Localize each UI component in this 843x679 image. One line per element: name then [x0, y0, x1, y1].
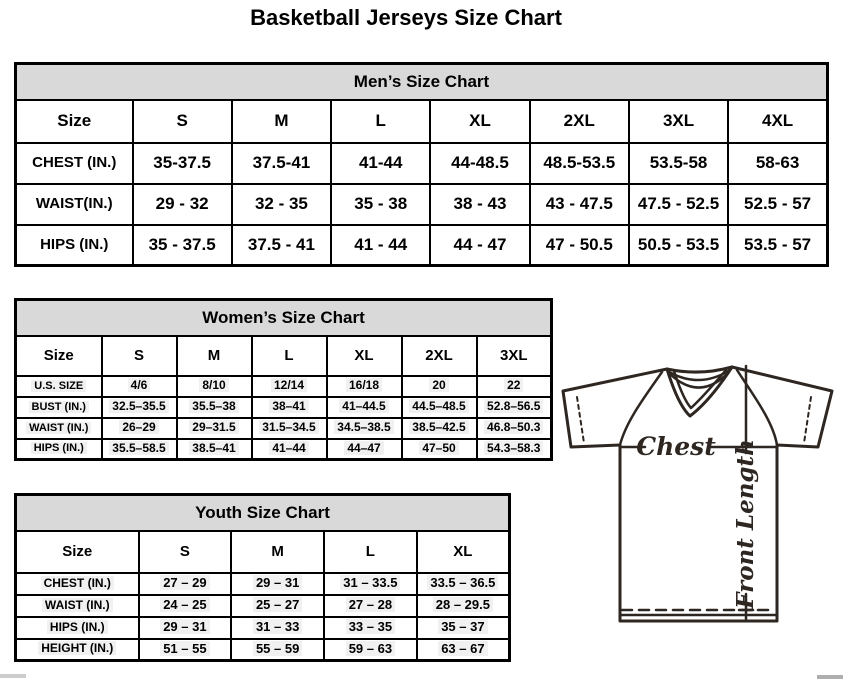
men-row-label: CHEST (IN.) [16, 143, 133, 184]
women-size-value: 26–29 [102, 418, 177, 439]
youth-size-value: 29 – 31 [231, 573, 324, 595]
women-size-value: 44–47 [327, 439, 402, 460]
chest-label: Chest [636, 432, 716, 461]
right-armhole-seam [737, 370, 777, 445]
collar-top-edge [667, 367, 732, 372]
men-size-value: 52.5 - 57 [728, 184, 827, 225]
youth-size-value: 27 – 29 [139, 573, 232, 595]
womens-size-chart-table [14, 298, 553, 461]
men-size-value: 41 - 44 [331, 225, 430, 266]
left-cuff-dashed-line [577, 397, 584, 443]
scrollbar-fragment-left[interactable] [0, 674, 26, 678]
men-column-header: M [232, 100, 331, 143]
men-size-value: 29 - 32 [133, 184, 232, 225]
women-size-value: 41–44.5 [327, 397, 402, 418]
youth-size-value: 25 – 27 [231, 595, 324, 617]
men-row-label: WAIST(IN.) [16, 184, 133, 225]
men-column-header: Size [16, 100, 133, 143]
women-column-header: 3XL [477, 336, 552, 376]
women-size-value: 38.5–42.5 [402, 418, 477, 439]
men-size-value: 32 - 35 [232, 184, 331, 225]
men-table-row [16, 184, 828, 225]
men-size-value: 48.5-53.5 [530, 143, 629, 184]
women-size-value: 46.8–50.3 [477, 418, 552, 439]
women-size-value: 35.5–38 [177, 397, 252, 418]
women-size-value: 32.5–35.5 [102, 397, 177, 418]
women-size-value: 44.5–48.5 [402, 397, 477, 418]
men-size-value: 35-37.5 [133, 143, 232, 184]
youth-size-value: 33 – 35 [324, 617, 417, 639]
women-size-value: 20 [402, 376, 477, 397]
women-size-value: 16/18 [327, 376, 402, 397]
men-size-value: 43 - 47.5 [530, 184, 629, 225]
front-length-label: Front Length [732, 439, 759, 609]
men-row-label: HIPS (IN.) [16, 225, 133, 266]
men-size-value: 50.5 - 53.5 [629, 225, 728, 266]
men-column-header: L [331, 100, 430, 143]
right-cuff-dashed-line [804, 397, 811, 443]
women-table-row [16, 439, 552, 460]
youth-column-header: M [231, 531, 324, 573]
youth-table-row [16, 573, 510, 595]
men-column-header: S [133, 100, 232, 143]
men-column-header: 2XL [530, 100, 629, 143]
youth-size-value: 24 – 25 [139, 595, 232, 617]
men-column-header: 4XL [728, 100, 827, 143]
youth-column-header: Size [16, 531, 139, 573]
men-column-header: XL [430, 100, 529, 143]
men-size-value: 53.5 - 57 [728, 225, 827, 266]
women-size-value: 34.5–38.5 [327, 418, 402, 439]
youth-size-value: 55 – 59 [231, 639, 324, 661]
women-size-value: 38.5–41 [177, 439, 252, 460]
women-size-value: 8/10 [177, 376, 252, 397]
youth-column-header: L [324, 531, 417, 573]
men-size-value: 47.5 - 52.5 [629, 184, 728, 225]
youth-size-value: 35 – 37 [417, 617, 510, 639]
men-size-value: 41-44 [331, 143, 430, 184]
women-size-value: 35.5–58.5 [102, 439, 177, 460]
men-size-value: 35 - 38 [331, 184, 430, 225]
youth-column-header: XL [417, 531, 510, 573]
women-size-value: 52.8–56.5 [477, 397, 552, 418]
women-size-value: 29–31.5 [177, 418, 252, 439]
youth-row-label: CHEST (IN.) [16, 573, 139, 595]
women-table-row [16, 397, 552, 418]
youth-size-value: 29 – 31 [139, 617, 232, 639]
women-column-header: L [252, 336, 327, 376]
youth-size-value: 27 – 28 [324, 595, 417, 617]
youth-size-value: 63 – 67 [417, 639, 510, 661]
men-size-value: 37.5 - 41 [232, 225, 331, 266]
men-table-row [16, 225, 828, 266]
women-size-value: 47–50 [402, 439, 477, 460]
women-size-value: 4/6 [102, 376, 177, 397]
men-column-header: 3XL [629, 100, 728, 143]
scrollbar-fragment-right[interactable] [817, 675, 843, 679]
women-column-header: Size [16, 336, 102, 376]
women-row-label: U.S. SIZE [16, 376, 102, 397]
men-size-value: 38 - 43 [430, 184, 529, 225]
women-column-header: 2XL [402, 336, 477, 376]
women-table-row [16, 376, 552, 397]
men-size-value: 44-48.5 [430, 143, 529, 184]
youth-row-label: HIPS (IN.) [16, 617, 139, 639]
women-chart-title: Women’s Size Chart [16, 300, 552, 336]
women-row-label: WAIST (IN.) [16, 418, 102, 439]
women-size-value: 41–44 [252, 439, 327, 460]
men-size-value: 35 - 37.5 [133, 225, 232, 266]
women-size-value: 12/14 [252, 376, 327, 397]
men-table-row [16, 143, 828, 184]
youth-size-value: 31 – 33 [231, 617, 324, 639]
women-size-value: 22 [477, 376, 552, 397]
youth-table-row [16, 595, 510, 617]
women-column-header: S [102, 336, 177, 376]
youth-size-value: 28 – 29.5 [417, 595, 510, 617]
men-size-value: 47 - 50.5 [530, 225, 629, 266]
women-size-value: 38–41 [252, 397, 327, 418]
men-size-value: 44 - 47 [430, 225, 529, 266]
women-column-header: XL [327, 336, 402, 376]
women-row-label: HIPS (IN.) [16, 439, 102, 460]
youth-row-label: WAIST (IN.) [16, 595, 139, 617]
women-size-value: 31.5–34.5 [252, 418, 327, 439]
mens-size-chart-table [14, 62, 829, 267]
women-row-label: BUST (IN.) [16, 397, 102, 418]
women-column-header: M [177, 336, 252, 376]
youth-size-value: 59 – 63 [324, 639, 417, 661]
jersey-measurement-diagram [550, 353, 843, 631]
youth-size-value: 51 – 55 [139, 639, 232, 661]
youth-column-header: S [139, 531, 232, 573]
youth-size-value: 33.5 – 36.5 [417, 573, 510, 595]
men-size-value: 58-63 [728, 143, 827, 184]
page-title: Basketball Jerseys Size Chart [250, 5, 562, 30]
men-chart-title: Men’s Size Chart [16, 64, 828, 100]
women-table-row [16, 418, 552, 439]
men-size-value: 37.5-41 [232, 143, 331, 184]
youth-chart-title: Youth Size Chart [16, 495, 510, 531]
jersey-outline [563, 367, 832, 621]
youth-table-row [16, 639, 510, 661]
youth-size-value: 31 – 33.5 [324, 573, 417, 595]
women-size-value: 54.3–58.3 [477, 439, 552, 460]
men-size-value: 53.5-58 [629, 143, 728, 184]
youth-row-label: HEIGHT (IN.) [16, 639, 139, 661]
youth-size-chart-table [14, 493, 511, 662]
youth-table-row [16, 617, 510, 639]
